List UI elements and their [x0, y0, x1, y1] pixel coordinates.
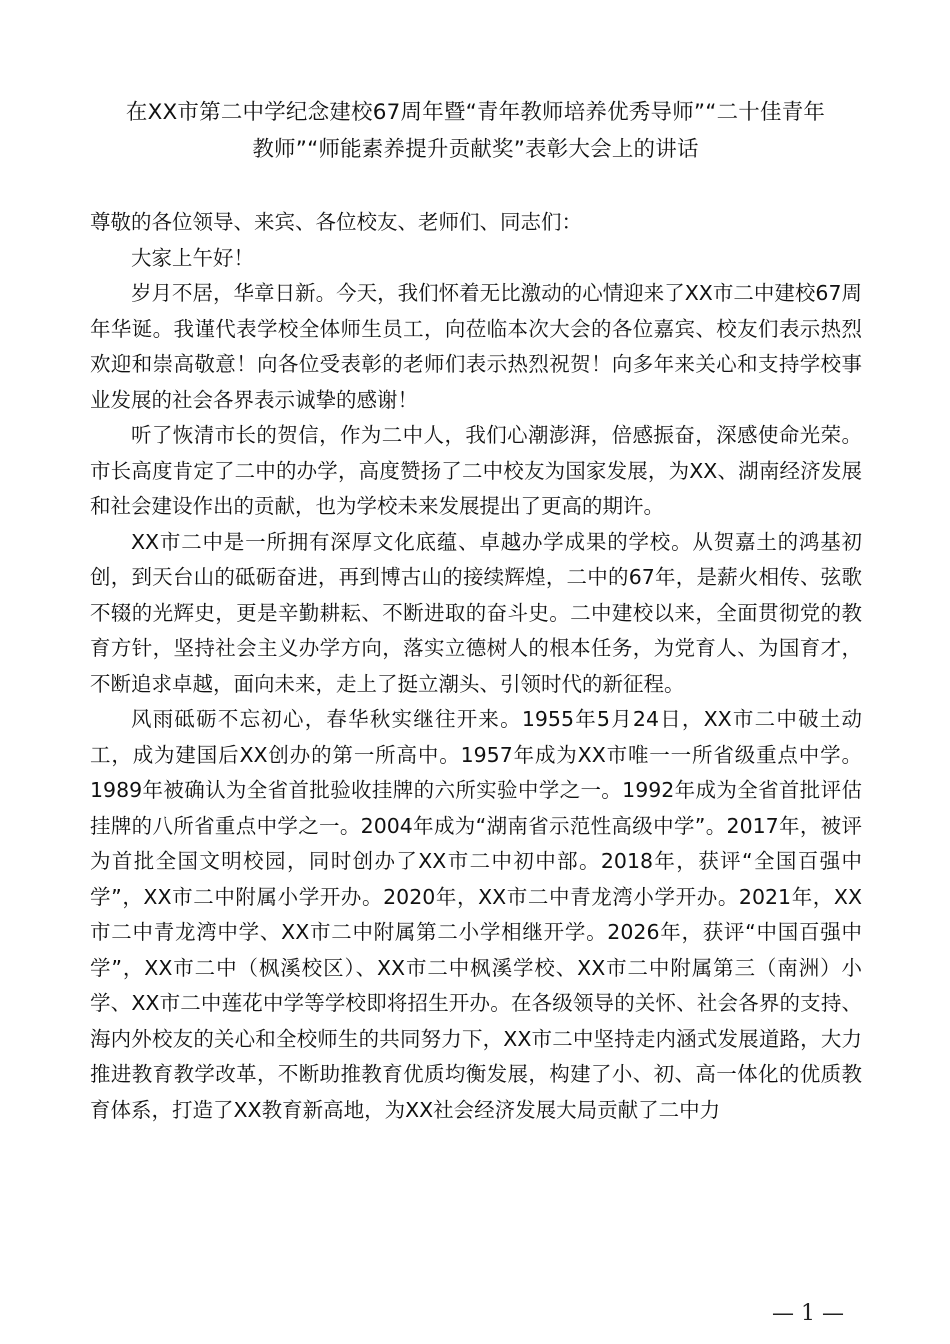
paragraph-anniversary: 岁月不居，华章日新。今天，我们怀着无比激动的心情迎来了XX市二中建校67周年华诞。我谨代表学校全体师生员工，向莅临本次大会的各位嘉宾、校友们表示热烈欢迎和崇高敬意！向各位受表彰的老师们表示热烈祝贺！向多年来关心和支持学校事业发展的社会各界表示诚挚的感谢！ [90, 281, 862, 412]
paragraph-school-history: XX市二中是一所拥有深厚文化底蕴、卓越办学成果的学校。从贺嘉土的鸿基初创，到天台山的砥砺奋进，再到博古山的接续辉煌，二中的67年，是薪火相传、弦歌不辍的光辉史，更是辛勤耕耘、不断进取的奋斗史。二中建校以来，全面贯彻党的教育方针，坚持社会主义办学方向，落实立德树人的根本任务，为党育人、为国育才，不断追求卓越，面向未来，走上了挺立潮头、引领时代的新征程。 [90, 529, 862, 696]
page-number: — 1 — [772, 1301, 844, 1326]
title-line-2: 教师”“师能素养提升贡献奖”表彰大会上的讲话 [252, 137, 699, 162]
salutation: 尊敬的各位领导、来宾、各位校友、老师们、同志们： [90, 210, 582, 234]
speech-title [88, 94, 863, 168]
speech-body [90, 205, 862, 1128]
paragraph-milestones: 风雨砥砺不忘初心，春华秋实继往开来。1955年5月24日，XX市二中破土动工，成为建国后XX创办的第一所高中。1957年成为XX市唯一一所省级重点中学。1989年被确认为全省首批验收挂牌的六所实验中学之一。1992年成为全省首批评估挂牌的八所省重点中学之一。2004年成为“湖南省示范性高级中学”。2017年，被评为首批全国文明校园，同时创办了XX市二中初中部。2018年，获评“全国百强中学”，XX市二中附属小学开办。2020年，XX市二中青龙湾小学开办。2021年，XX市二中青龙湾中学、XX市二中附属第二小学相继开学。2026年，获评“中国百强中学”，XX市二中（枫溪校区）、XX市二中枫溪学校、XX市二中附属第三（南洲）小学、XX市二中莲花中学等学校即将招生开办。在各级领导的关怀、社会各界的支持、海内外校友的关心和全校师生的共同努力下，XX市二中坚持走内涵式发展道路，大力推进教育教学改革，不断助推教育优质均衡发展，构建了小、初、高一体化的优质教育体系，打造了XX教育新高地，为XX社会经济发展大局贡献了二中力 [90, 707, 862, 1122]
paragraph-congratulations: 听了恢清市长的贺信，作为二中人，我们心潮澎湃，倍感振奋，深感使命光荣。市长高度肯定了二中的办学，高度赞扬了二中校友为国家发展，为XX、湖南经济发展和社会建设作出的贡献，也为学校未来发展提出了更高的期许。 [90, 423, 862, 518]
paragraph-greeting: 大家上午好！ [131, 245, 254, 270]
title-line-1: 在XX市第二中学纪念建校67周年暨“青年教师培养优秀导师”“二十佳青年 [125, 100, 826, 125]
